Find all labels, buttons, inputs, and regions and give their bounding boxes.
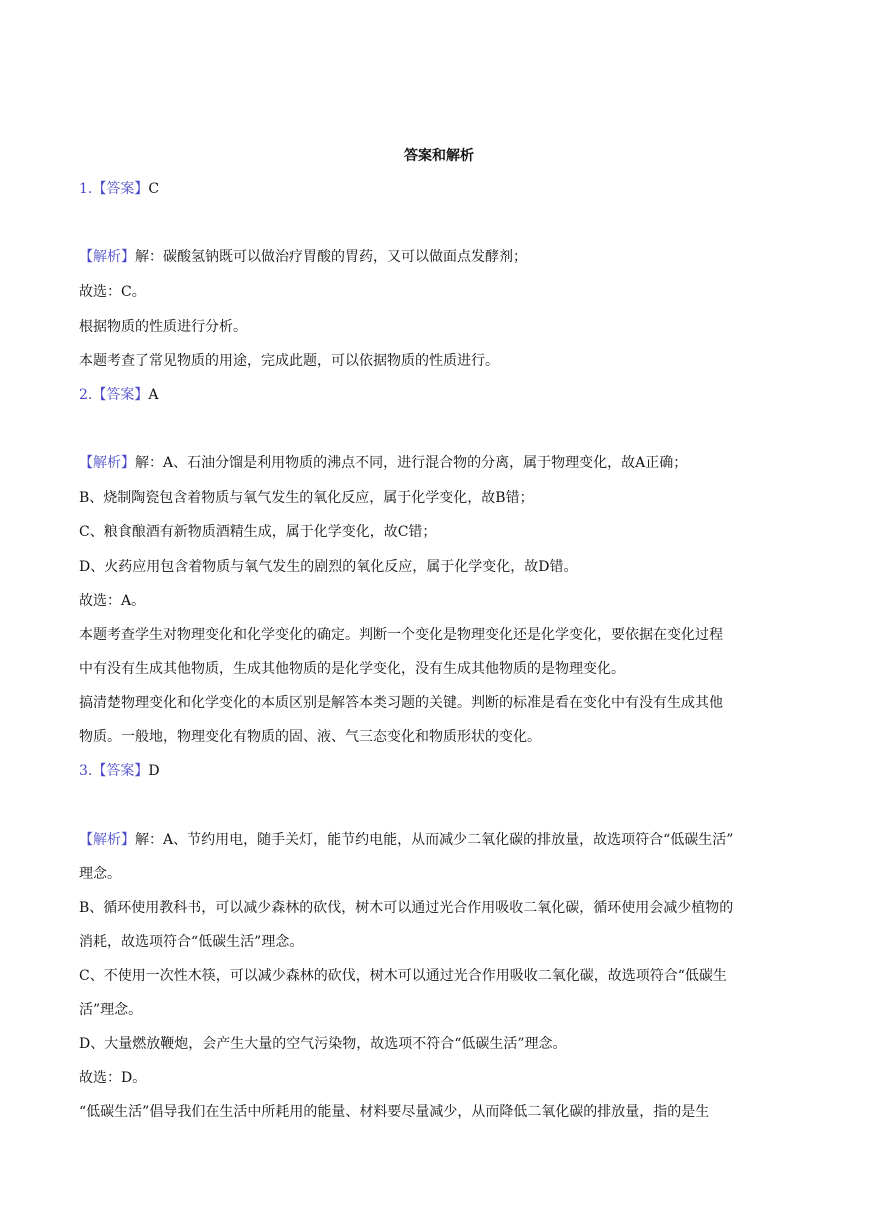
q2-analysis-tag: 【解析】 [79,455,135,471]
q2-analysis-text-7: 中有没有生成其他物质，生成其他物质的是化学变化，没有生成其他物质的是物理变化。 [79,661,625,677]
q3-analysis-text-3: B、循环使用教科书，可以减少森林的砍伐，树木可以通过光合作用吸收二氧化碳，循环使用会减少植物的 [79,900,734,916]
q2-answer-tag: 【答案】 [92,387,149,403]
q2-answer-line [79,385,799,405]
q3-answer-value: D [148,763,160,779]
q3-analysis-text-5: C、不使用一次性木筷，可以减少森林的砍伐，树木可以通过光合作用吸收二氧化碳，故选项符合“低碳生 [79,968,727,984]
q1-number: 1. [79,181,93,197]
q3-answer-tag: 【答案】 [92,763,149,779]
q1-analysis-tag: 【解析】 [79,249,135,265]
q1-analysis-text-3: 根据物质的性质进行分析。 [79,319,247,335]
q3-analysis-line-1 [79,830,799,850]
q3-analysis-text-4: 消耗，故选项符合“低碳生活”理念。 [79,934,304,950]
q2-number: 2. [79,387,93,403]
q2-analysis-text-6: 本题考查学生对物理变化和化学变化的确定。判断一个变化是物理变化还是化学变化，要依据在变化过程 [79,627,723,643]
q3-number: 3. [79,763,93,779]
q1-analysis-text-1: 解：碳酸氢钠既可以做治疗胃酸的胃药，又可以做面点发酵剂； [135,249,527,265]
q3-answer-line [79,761,799,781]
q2-analysis-text-3: C、粮食酿酒有新物质酒精生成，属于化学变化，故C错； [79,524,437,540]
q2-analysis-text-8: 搞清楚物理变化和化学变化的本质区别是解答本类习题的关键。判断的标准是看在变化中有没有生成其他 [79,695,723,711]
q1-analysis-text-4: 本题考查了常见物质的用途，完成此题，可以依据物质的性质进行。 [79,353,499,369]
q3-analysis-text-6: 活”理念。 [79,1002,143,1018]
q2-analysis-text-4: D、火药应用包含着物质与氧气发生的剧烈的氧化反应，属于化学变化，故D错。 [79,559,578,575]
q1-answer-line [79,179,799,199]
q2-analysis-text-2: B、烧制陶瓷包含着物质与氧气发生的氧化反应，属于化学变化，故B错； [79,490,534,506]
q2-answer-value: A [148,387,159,403]
q1-analysis-line-1 [79,247,799,267]
q3-analysis-text-7: D、大量燃放鞭炮，会产生大量的空气污染物，故选项不符合“低碳生活”理念。 [79,1036,567,1052]
q3-analysis-text-8: 故选：D。 [79,1070,147,1086]
q1-answer-tag: 【答案】 [92,181,149,197]
q2-analysis-line-1 [79,453,799,473]
q3-analysis-text-9: “低碳生活”倡导我们在生活中所耗用的能量、材料要尽量减少，从而降低二氧化碳的排放量，指的是生 [79,1104,710,1120]
q3-analysis-tag: 【解析】 [79,832,135,848]
q3-analysis-text-2: 理念。 [79,866,121,882]
q2-analysis-text-9: 物质。一般地，物理变化有物质的固、液、气三态变化和物质形状的变化。 [79,729,541,745]
q2-analysis-text-1: 解：A、石油分馏是利用物质的沸点不同，进行混合物的分离，属于物理变化，故A正确； [135,455,688,471]
q1-answer-value: C [148,181,160,197]
q3-analysis-text-1: 解：A、节约用电，随手关灯，能节约电能，从而减少二氧化碳的排放量，故选项符合“低碳生活” [135,832,734,848]
q2-analysis-text-5: 故选：A。 [79,593,146,609]
page-title: 答案和解析 [404,148,474,164]
q1-analysis-text-2: 故选：C。 [79,284,146,300]
